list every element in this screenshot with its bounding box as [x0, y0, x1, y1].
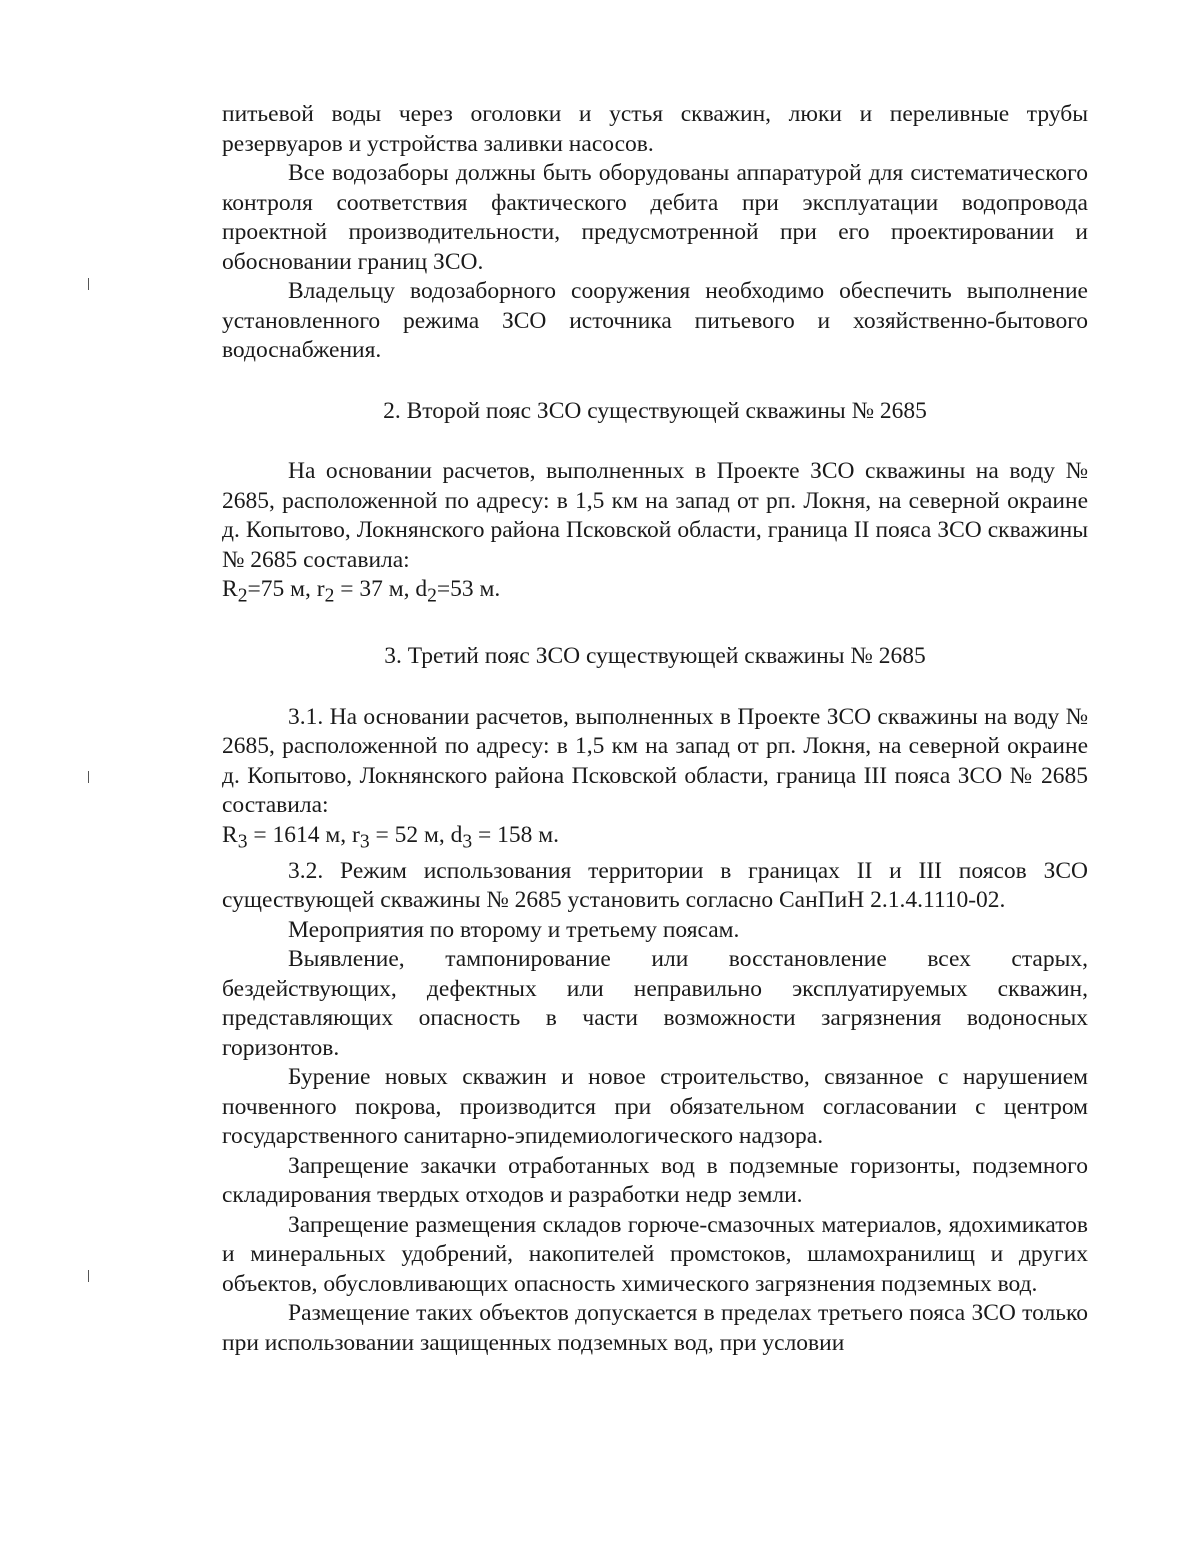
- paragraph: 3.1. На основании расчетов, выполненных в Проекте ЗСО скважины на воду № 2685, расположенной по адресу: в 1,5 км на запад от рп. Локня, на северной окраине д. Копытово, Локнянского района Псковской области, граница III пояса ЗСО № 2685 составила:: [222, 703, 1088, 819]
- formula: $R_2=75$ м, $r_2 = 37$ м, $d_2=53$ м.: [222, 576, 501, 607]
- paragraph: На основании расчетов, выполненных в Проекте ЗСО скважины на воду № 2685, расположенной по адресу: в 1,5 км на запад от рп. Локня, на северной окраине д. Копытово, Локнянского района Псковской области, граница II пояса ЗСО скважины № 2685 составила:: [222, 458, 1088, 573]
- scan-mark: [88, 1270, 89, 1282]
- paragraph: 3.2. Режим использования территории в границах II и III поясов ЗСО существующей скважины № 2685 установить согласно СанПиН 2.1.4.1110-02.: [222, 857, 1088, 914]
- paragraph: Мероприятия по второму и третьему поясам.: [288, 916, 740, 943]
- paragraph: Запрещение размещения складов горюче-смазочных материалов, ядохимикатов и минеральных удобрений, накопителей промстоков, шламохранилищ и других объектов, обусловливающих опасность химического загрязнения подземных вод.: [222, 1211, 1088, 1297]
- scan-mark: [88, 771, 89, 783]
- document-page: [222, 100, 1088, 1358]
- paragraph: Размещение таких объектов допускается в пределах третьего пояса ЗСО только при использовании защищенных подземных вод, при условии: [222, 1300, 1088, 1356]
- scan-mark: [88, 278, 89, 290]
- formula: $R_3 = 1614$ м, $r_3 = 52$ м, $d_3 = 158$ м.: [222, 821, 560, 853]
- paragraph: Запрещение закачки отработанных вод в подземные горизонты, подземного складирования твердых отходов и разработки недр земли.: [222, 1152, 1088, 1209]
- paragraph: Все водозаборы должны быть оборудованы аппаратурой для систематического контроля соответствия фактического дебита при эксплуатации водопровода проектной производительности, предусмотренной при его проектировании и обосновании границ ЗСО.: [222, 160, 1088, 275]
- paragraph: Бурение новых скважин и новое строительство, связанное с нарушением почвенного покрова, производится при обязательном согласовании с центром государственного санитарно-эпидемиологического надзора.: [222, 1064, 1088, 1150]
- section-heading: 2. Второй пояс ЗСО существующей скважины № 2685: [383, 397, 927, 424]
- paragraph: Выявление, тампонирование или восстановление всех старых, бездействующих, дефектных или неправильно эксплуатируемых скважин, представляющих опасность в части возможности загрязнения водоносных горизонтов.: [222, 946, 1088, 1061]
- section-heading: 3. Третий пояс ЗСО существующей скважины № 2685: [384, 643, 926, 670]
- paragraph: питьевой воды через оголовки и устья скважин, люки и переливные трубы резервуаров и устройства заливки насосов.: [222, 101, 1088, 157]
- paragraph: Владельцу водозаборного сооружения необходимо обеспечить выполнение установленного режима ЗСО источника питьевого и хозяйственно-бытового водоснабжения.: [222, 278, 1088, 363]
